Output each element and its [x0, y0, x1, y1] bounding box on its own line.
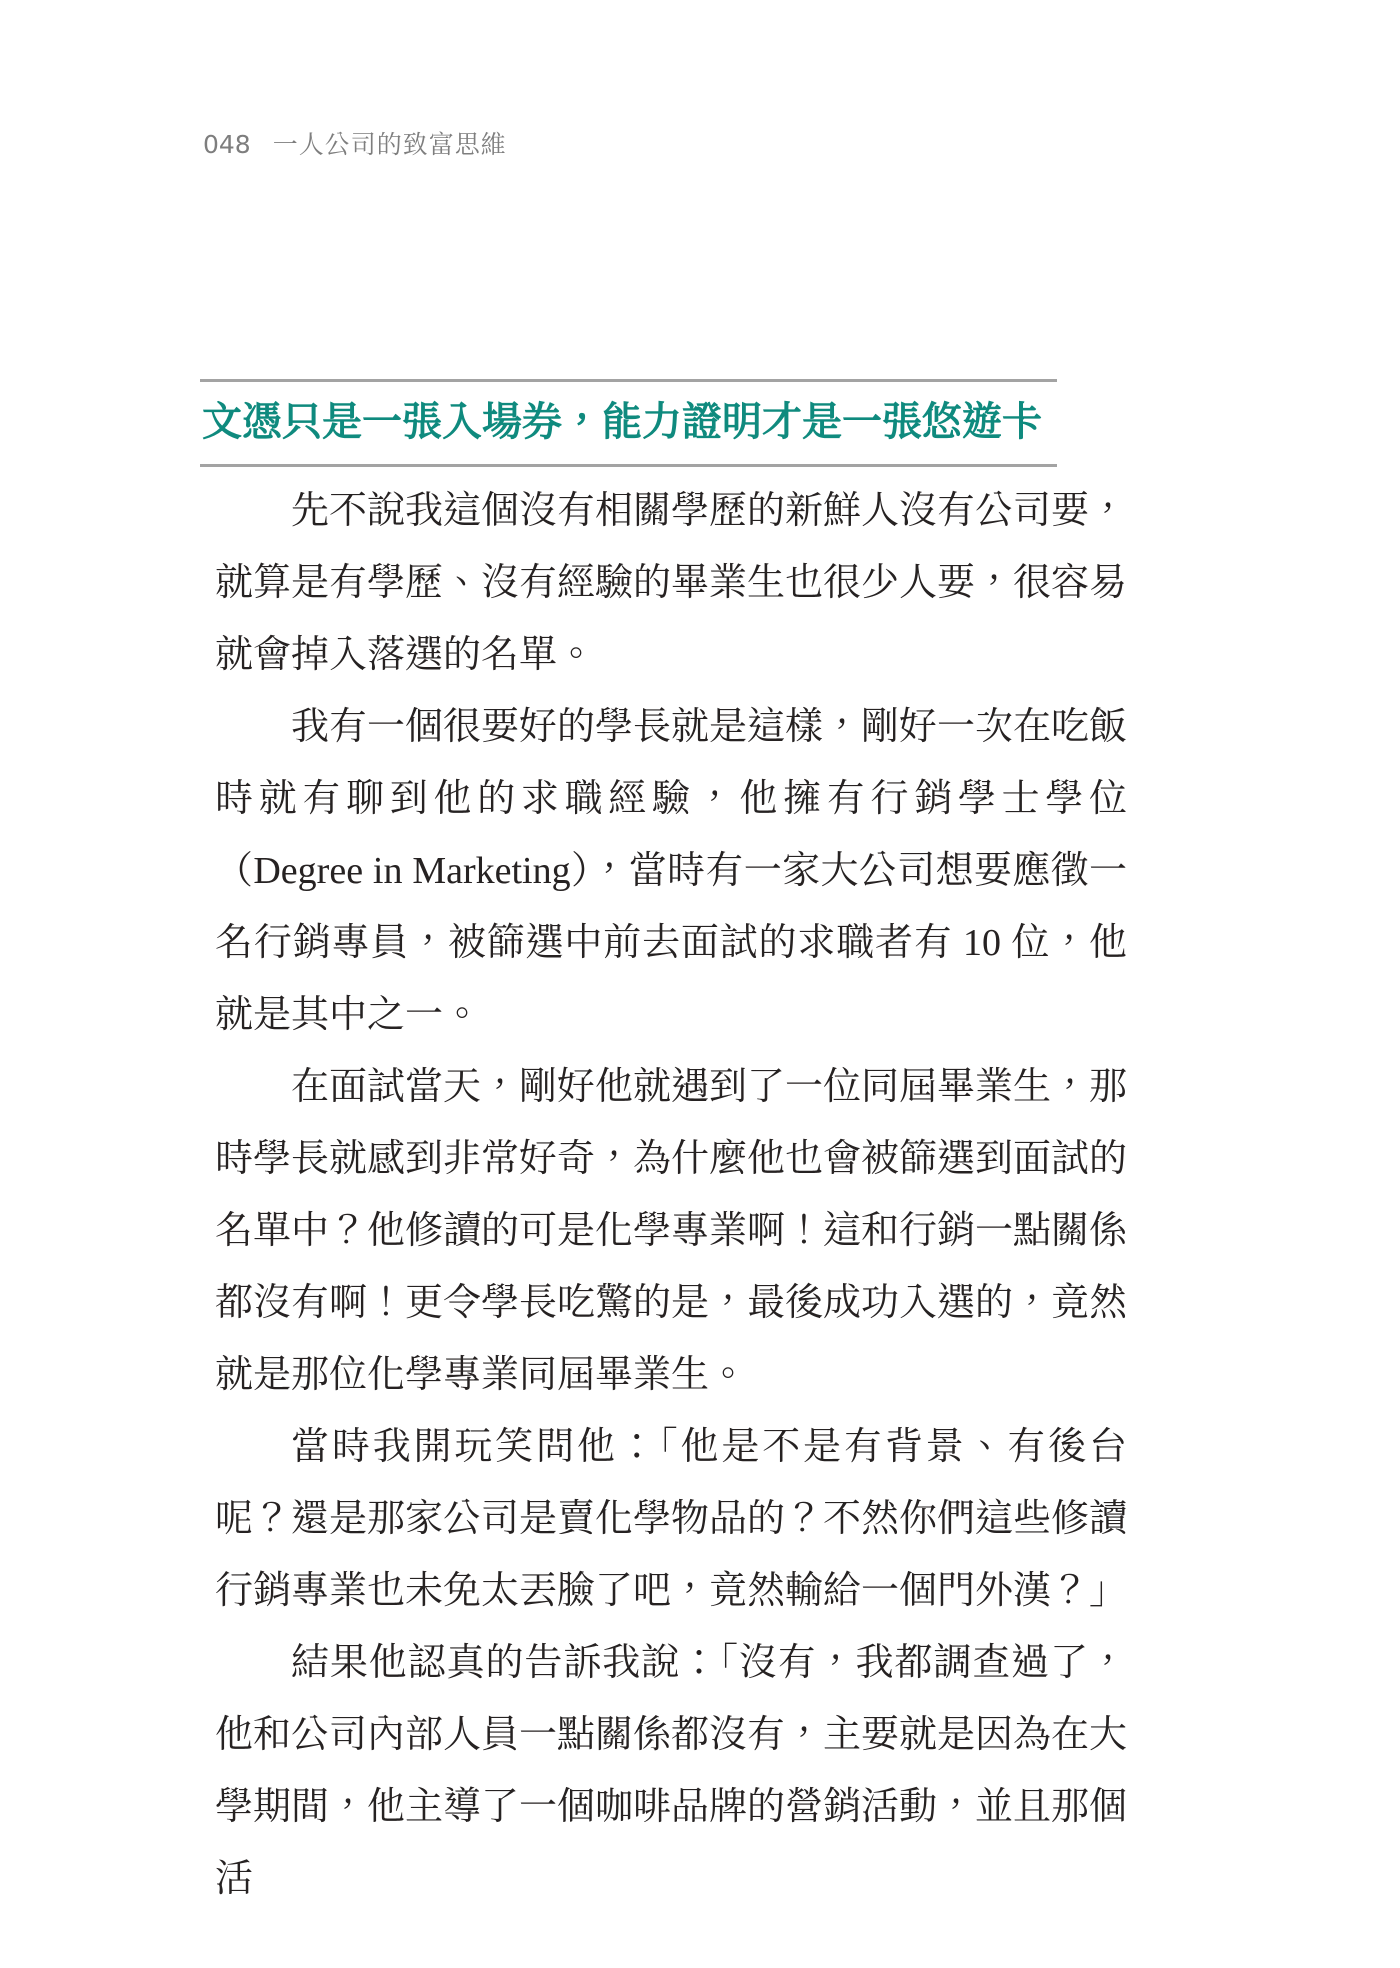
paragraph: 當時我開玩笑問他：「他是不是有背景、有後台呢？還是那家公司是賣化學物品的？不然你們這些修讀行銷專業也未免太丟臉了吧，竟然輸給一個門外漢？」: [215, 1426, 1128, 1612]
section-heading: 文憑只是一張入場券，能力證明才是一張悠遊卡: [200, 379, 1057, 467]
paragraph: 結果他認真的告訴我說：「沒有，我都調查過了，他和公司內部人員一點關係都沒有，主要就是因為在大學期間，他主導了一個咖啡品牌的營銷活動，並且那個活: [215, 1642, 1128, 1900]
paragraph: 先不說我這個沒有相關學歷的新鮮人沒有公司要，就算是有學歷、沒有經驗的畢業生也很少人要，很容易就會掉入落選的名單。: [215, 490, 1128, 676]
book-title: 一人公司的致富思維: [272, 130, 507, 159]
page-number: 048: [203, 130, 251, 159]
running-head: [203, 132, 507, 157]
body-text: [215, 475, 1127, 1915]
paragraph: 在面試當天，剛好他就遇到了一位同屆畢業生，那時學長就感到非常好奇，為什麼他也會被篩選到面試的名單中？他修讀的可是化學專業啊！這和行銷一點關係都沒有啊！更令學長吃驚的是，最後成功入選的，竟然就是那位化學專業同屆畢業生。: [215, 1066, 1128, 1396]
paragraph: 我有一個很要好的學長就是這樣，剛好一次在吃飯時就有聊到他的求職經驗，他擁有行銷學士學位（Degree in Marketing），當時有一家大公司想要應徵一名行銷專員，被篩選中前去面試的求職者有 10 位，他就是其中之一。: [215, 706, 1128, 1036]
